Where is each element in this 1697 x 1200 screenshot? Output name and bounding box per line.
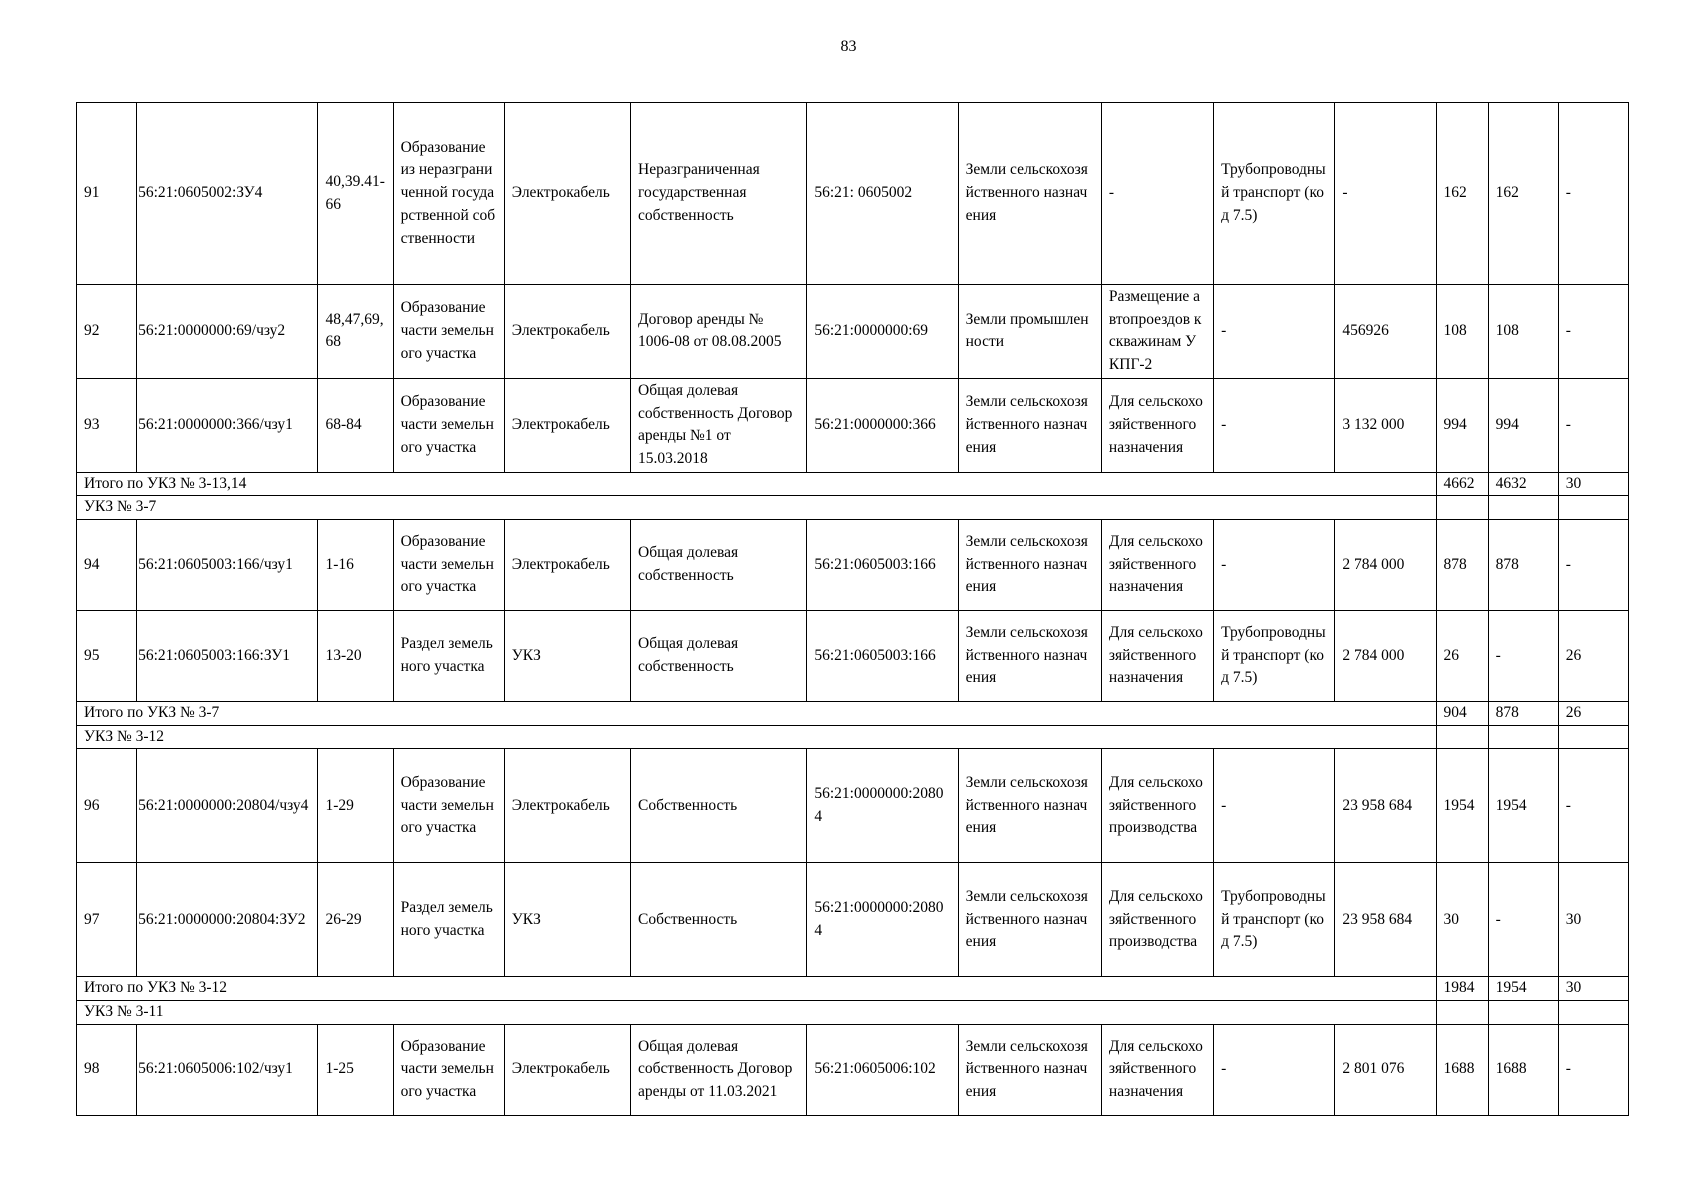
source-plot-cell: 56:21:0605006:102 bbox=[807, 1024, 958, 1115]
object-cell: Электрокабель bbox=[504, 378, 630, 472]
land-plots-table bbox=[76, 102, 1629, 1116]
subtotal-row bbox=[77, 702, 1629, 726]
right-type-cell: Собственность bbox=[631, 749, 807, 863]
permitted-use-cell: Для сельскохозяйственного назначения bbox=[1101, 378, 1213, 472]
subtotal-row bbox=[77, 472, 1629, 496]
section-empty-cell bbox=[1436, 496, 1488, 520]
table-row bbox=[77, 1024, 1629, 1115]
table-row bbox=[77, 520, 1629, 611]
table-row bbox=[77, 285, 1629, 379]
subtotal-permanent-area: 30 bbox=[1558, 977, 1628, 1001]
land-category-cell: Земли сельскохозяйственного назначения bbox=[958, 1024, 1101, 1115]
cadastral-number-cell: 56:21:0000000:20804:ЗУ2 bbox=[137, 863, 318, 977]
table-row bbox=[77, 611, 1629, 702]
total-area-cell: 1688 bbox=[1436, 1024, 1488, 1115]
boundary-points-cell: 1-29 bbox=[318, 749, 393, 863]
permanent-area-cell: - bbox=[1558, 285, 1628, 379]
source-plot-cell: 56:21:0605003:166 bbox=[807, 520, 958, 611]
land-category-cell: Земли сельскохозяйственного назначения bbox=[958, 863, 1101, 977]
section-empty-cell bbox=[1488, 496, 1558, 520]
right-type-cell: Собственность bbox=[631, 863, 807, 977]
subtotal-label: Итого по УКЗ № 3-7 bbox=[77, 702, 1437, 726]
permanent-area-cell: - bbox=[1558, 520, 1628, 611]
boundary-points-cell: 26-29 bbox=[318, 863, 393, 977]
row-number-cell: 97 bbox=[77, 863, 137, 977]
section-header-row bbox=[77, 496, 1629, 520]
temporary-area-cell: 162 bbox=[1488, 103, 1558, 285]
formation-method-cell: Образование части земельного участка bbox=[393, 1024, 504, 1115]
source-plot-cell: 56:21:0000000:20804 bbox=[807, 749, 958, 863]
section-empty-cell bbox=[1558, 496, 1628, 520]
total-area-cell: 108 bbox=[1436, 285, 1488, 379]
source-plot-cell: 56:21:0000000:20804 bbox=[807, 863, 958, 977]
temporary-area-cell: 108 bbox=[1488, 285, 1558, 379]
total-area-cell: 994 bbox=[1436, 378, 1488, 472]
subtotal-row bbox=[77, 977, 1629, 1001]
right-type-cell: Договор аренды № 1006-08 от 08.08.2005 bbox=[631, 285, 807, 379]
section-title: УКЗ № 3-12 bbox=[77, 725, 1437, 749]
cadastral-number-cell: 56:21:0000000:366/чзу1 bbox=[137, 378, 318, 472]
subtotal-temporary-area: 878 bbox=[1488, 702, 1558, 726]
source-plot-cell: 56:21:0000000:69 bbox=[807, 285, 958, 379]
subtotal-temporary-area: 4632 bbox=[1488, 472, 1558, 496]
use-type-cell: - bbox=[1214, 520, 1335, 611]
object-cell: Электрокабель bbox=[504, 103, 630, 285]
plot-area-cell: 23 958 684 bbox=[1335, 749, 1436, 863]
subtotal-temporary-area: 1954 bbox=[1488, 977, 1558, 1001]
object-cell: Электрокабель bbox=[504, 520, 630, 611]
permanent-area-cell: 26 bbox=[1558, 611, 1628, 702]
temporary-area-cell: 1688 bbox=[1488, 1024, 1558, 1115]
section-empty-cell bbox=[1558, 1001, 1628, 1025]
section-header-row bbox=[77, 1001, 1629, 1025]
permanent-area-cell: - bbox=[1558, 378, 1628, 472]
boundary-points-cell: 40,39.41-66 bbox=[318, 103, 393, 285]
permitted-use-cell: Для сельскохозяйственного назначения bbox=[1101, 520, 1213, 611]
right-type-cell: Общая долевая собственность Договор аренды от 11.03.2021 bbox=[631, 1024, 807, 1115]
use-type-cell: Трубопроводный транспорт (код 7.5) bbox=[1214, 103, 1335, 285]
right-type-cell: Неразграниченная государственная собственность bbox=[631, 103, 807, 285]
cadastral-number-cell: 56:21:0000000:20804/чзу4 bbox=[137, 749, 318, 863]
permanent-area-cell: - bbox=[1558, 103, 1628, 285]
boundary-points-cell: 68-84 bbox=[318, 378, 393, 472]
row-number-cell: 91 bbox=[77, 103, 137, 285]
section-empty-cell bbox=[1558, 725, 1628, 749]
row-number-cell: 96 bbox=[77, 749, 137, 863]
row-number-cell: 92 bbox=[77, 285, 137, 379]
land-category-cell: Земли сельскохозяйственного назначения bbox=[958, 520, 1101, 611]
cadastral-number-cell: 56:21:0605003:166/чзу1 bbox=[137, 520, 318, 611]
table-row bbox=[77, 749, 1629, 863]
formation-method-cell: Раздел земельного участка bbox=[393, 611, 504, 702]
subtotal-permanent-area: 26 bbox=[1558, 702, 1628, 726]
boundary-points-cell: 48,47,69,68 bbox=[318, 285, 393, 379]
right-type-cell: Общая долевая собственность bbox=[631, 611, 807, 702]
formation-method-cell: Образование части земельного участка bbox=[393, 520, 504, 611]
object-cell: Электрокабель bbox=[504, 285, 630, 379]
source-plot-cell: 56:21: 0605002 bbox=[807, 103, 958, 285]
subtotal-label: Итого по УКЗ № 3-12 bbox=[77, 977, 1437, 1001]
temporary-area-cell: 878 bbox=[1488, 520, 1558, 611]
row-number-cell: 98 bbox=[77, 1024, 137, 1115]
cadastral-number-cell: 56:21:0605003:166:ЗУ1 bbox=[137, 611, 318, 702]
plot-area-cell: 456926 bbox=[1335, 285, 1436, 379]
plot-area-cell: 2 784 000 bbox=[1335, 520, 1436, 611]
section-empty-cell bbox=[1488, 1001, 1558, 1025]
right-type-cell: Общая долевая собственность Договор аренды №1 от 15.03.2018 bbox=[631, 378, 807, 472]
use-type-cell: - bbox=[1214, 285, 1335, 379]
permitted-use-cell: - bbox=[1101, 103, 1213, 285]
total-area-cell: 878 bbox=[1436, 520, 1488, 611]
land-category-cell: Земли сельскохозяйственного назначения bbox=[958, 103, 1101, 285]
use-type-cell: - bbox=[1214, 749, 1335, 863]
table-row bbox=[77, 863, 1629, 977]
boundary-points-cell: 1-16 bbox=[318, 520, 393, 611]
plot-area-cell: 2 784 000 bbox=[1335, 611, 1436, 702]
section-header-row bbox=[77, 725, 1629, 749]
object-cell: УКЗ bbox=[504, 863, 630, 977]
plot-area-cell: - bbox=[1335, 103, 1436, 285]
use-type-cell: Трубопроводный транспорт (код 7.5) bbox=[1214, 863, 1335, 977]
right-type-cell: Общая долевая собственность bbox=[631, 520, 807, 611]
land-category-cell: Земли сельскохозяйственного назначения bbox=[958, 611, 1101, 702]
permitted-use-cell: Для сельскохозяйственного производства bbox=[1101, 749, 1213, 863]
section-empty-cell bbox=[1488, 725, 1558, 749]
subtotal-total-area: 1984 bbox=[1436, 977, 1488, 1001]
temporary-area-cell: - bbox=[1488, 611, 1558, 702]
permanent-area-cell: 30 bbox=[1558, 863, 1628, 977]
total-area-cell: 26 bbox=[1436, 611, 1488, 702]
row-number-cell: 94 bbox=[77, 520, 137, 611]
section-title: УКЗ № 3-7 bbox=[77, 496, 1437, 520]
source-plot-cell: 56:21:0000000:366 bbox=[807, 378, 958, 472]
land-category-cell: Земли сельскохозяйственного назначения bbox=[958, 749, 1101, 863]
use-type-cell: Трубопроводный транспорт (код 7.5) bbox=[1214, 611, 1335, 702]
object-cell: УКЗ bbox=[504, 611, 630, 702]
total-area-cell: 162 bbox=[1436, 103, 1488, 285]
page-number: 83 bbox=[840, 38, 857, 55]
land-category-cell: Земли сельскохозяйственного назначения bbox=[958, 378, 1101, 472]
cadastral-number-cell: 56:21:0000000:69/чзу2 bbox=[137, 285, 318, 379]
formation-method-cell: Раздел земельного участка bbox=[393, 863, 504, 977]
permanent-area-cell: - bbox=[1558, 749, 1628, 863]
plot-area-cell: 3 132 000 bbox=[1335, 378, 1436, 472]
plot-area-cell: 23 958 684 bbox=[1335, 863, 1436, 977]
plot-area-cell: 2 801 076 bbox=[1335, 1024, 1436, 1115]
table-row bbox=[77, 103, 1629, 285]
permitted-use-cell: Для сельскохозяйственного назначения bbox=[1101, 611, 1213, 702]
total-area-cell: 30 bbox=[1436, 863, 1488, 977]
formation-method-cell: Образование части земельного участка bbox=[393, 749, 504, 863]
permitted-use-cell: Для сельскохозяйственного производства bbox=[1101, 863, 1213, 977]
subtotal-total-area: 4662 bbox=[1436, 472, 1488, 496]
total-area-cell: 1954 bbox=[1436, 749, 1488, 863]
formation-method-cell: Образование части земельного участка bbox=[393, 378, 504, 472]
subtotal-total-area: 904 bbox=[1436, 702, 1488, 726]
object-cell: Электрокабель bbox=[504, 749, 630, 863]
table-row bbox=[77, 378, 1629, 472]
row-number-cell: 93 bbox=[77, 378, 137, 472]
temporary-area-cell: - bbox=[1488, 863, 1558, 977]
section-empty-cell bbox=[1436, 1001, 1488, 1025]
temporary-area-cell: 1954 bbox=[1488, 749, 1558, 863]
section-empty-cell bbox=[1436, 725, 1488, 749]
land-category-cell: Земли промышленности bbox=[958, 285, 1101, 379]
subtotal-label: Итого по УКЗ № 3-13,14 bbox=[77, 472, 1437, 496]
formation-method-cell: Образование из неразграниченной государственной собственности bbox=[393, 103, 504, 285]
source-plot-cell: 56:21:0605003:166 bbox=[807, 611, 958, 702]
formation-method-cell: Образование части земельного участка bbox=[393, 285, 504, 379]
use-type-cell: - bbox=[1214, 378, 1335, 472]
section-title: УКЗ № 3-11 bbox=[77, 1001, 1437, 1025]
temporary-area-cell: 994 bbox=[1488, 378, 1558, 472]
use-type-cell: - bbox=[1214, 1024, 1335, 1115]
boundary-points-cell: 13-20 bbox=[318, 611, 393, 702]
subtotal-permanent-area: 30 bbox=[1558, 472, 1628, 496]
boundary-points-cell: 1-25 bbox=[318, 1024, 393, 1115]
permitted-use-cell: Для сельскохозяйственного назначения bbox=[1101, 1024, 1213, 1115]
permitted-use-cell: Размещение автопроездов к скважинам УКПГ-2 bbox=[1101, 285, 1213, 379]
permanent-area-cell: - bbox=[1558, 1024, 1628, 1115]
object-cell: Электрокабель bbox=[504, 1024, 630, 1115]
row-number-cell: 95 bbox=[77, 611, 137, 702]
cadastral-number-cell: 56:21:0605006:102/чзу1 bbox=[137, 1024, 318, 1115]
cadastral-number-cell: 56:21:0605002:ЗУ4 bbox=[137, 103, 318, 285]
